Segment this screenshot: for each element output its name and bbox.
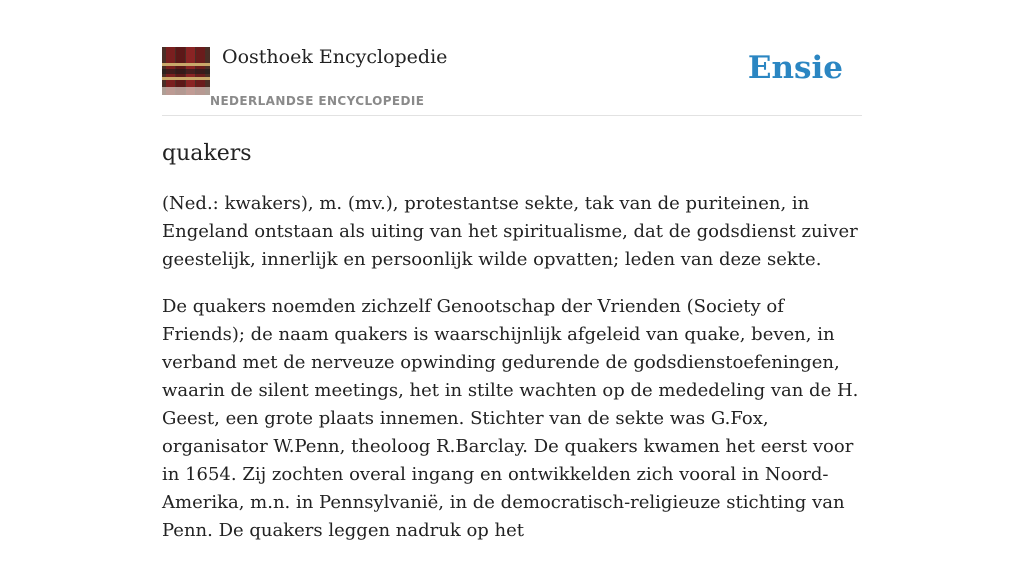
site-subtitle: NEDERLANDSE ENCYCLOPEDIE: [210, 94, 425, 108]
article-paragraph: (Ned.: kwakers), m. (mv.), protestantse sekte, tak van de puriteinen, in Engeland ontstaan als uiting van het spiritualisme, dat de godsdienst zuiver geestelijk, innerlijk en persoonlijk wilde opvatten; leden van deze sekte.: [162, 193, 858, 270]
article: [162, 138, 862, 564]
article-paragraph: De quakers noemden zichzelf Genootschap der Vrienden (Society of Friends); de naam quakers is waarschijnlijk afgeleid van quake, beven, in verband met de nerveuze opwinding gedurende de godsdienstoefeningen, waarin de silent meetings, het in stilte wachten op de mededeling van de H. Geest, een grote plaats innemen. Stichter van de sekte was G.Fox, organisator W.Penn, theoloog R.Barclay. De quakers kwamen het eerst voor in 1654. Zij zochten overal ingang en ontwikkelden zich vooral in Noord-Amerika, m.n. in Pennsylvanië, in de democratisch-religieuze stichting van Penn. De quakers leggen nadruk op het: [162, 296, 859, 541]
ensie-logo-link[interactable]: Ensie: [747, 50, 843, 86]
header-divider: [162, 115, 862, 116]
book-spines-icon[interactable]: [162, 47, 210, 95]
site-title[interactable]: Oosthoek Encyclopedie: [222, 46, 448, 68]
site-header: [162, 46, 862, 116]
article-title: quakers: [162, 141, 252, 166]
